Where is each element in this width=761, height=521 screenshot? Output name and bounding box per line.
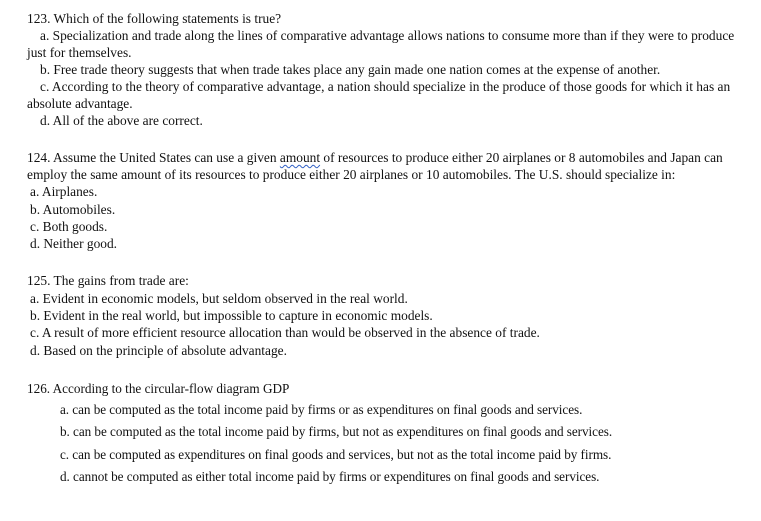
option-c: c. A result of more efficient resource allocation than would be observed in the absence of trade. (30, 325, 540, 341)
option-a: a. can be computed as the total income paid by firms or as expenditures on final goods and services. (60, 402, 583, 418)
question-text: According to the circular-flow diagram GDP (52, 381, 290, 397)
option-a: a. Evident in economic models, but seldom observed in the real world. (30, 290, 408, 306)
document-page (27, 10, 751, 488)
question-number: 123. (27, 11, 51, 26)
question-number: 126. (27, 381, 51, 397)
option-a: a. Airplanes. (30, 184, 98, 200)
question-text-after: of resources to produce either 20 airplanes or 8 automobiles and Japan can employ the same amount of its resources to produce either 20 airplanes or 10 automobiles. The U.S. should specialize in: (27, 150, 723, 183)
spacer (27, 252, 751, 272)
question-number: 124. (27, 150, 51, 165)
question-124 (27, 149, 751, 252)
question-number: 125. (27, 273, 51, 289)
option-d: d. Neither good. (30, 236, 118, 252)
option-c: c. can be computed as expenditures on final goods and services, but not as the total income paid by firms. (60, 446, 612, 462)
spacer (27, 359, 751, 380)
option-a: a. Specialization and trade along the lines of comparative advantage allows nations to consume more than if they were to produce just for themselves. (27, 28, 735, 60)
option-b: b. Free trade theory suggests that when trade takes place any gain made one nation comes at the expense of another. (40, 62, 661, 77)
option-d: d. Based on the principle of absolute advantage. (30, 342, 287, 358)
question-126 (27, 380, 751, 488)
option-d: d. All of the above are correct. (40, 113, 203, 128)
question-125 (27, 272, 751, 359)
option-b: b. can be computed as the total income paid by firms, but not as expenditures on final goods and services. (60, 424, 613, 440)
question-text-before: Assume the United States can use a given (53, 150, 280, 165)
question-stem (27, 380, 751, 397)
option-b: b. Evident in the real world, but impossible to capture in economic models. (30, 308, 433, 324)
option-c: c. According to the theory of comparative advantage, a nation should specialize in the produce of those goods for which it has an absolute advantage. (27, 79, 731, 111)
option-c: c. Both goods. (30, 218, 108, 234)
option-d: d. cannot be computed as either total income paid by firms or expenditures on final goods and services. (60, 468, 600, 484)
question-stem (27, 272, 751, 289)
question-stem (27, 10, 751, 27)
spellcheck-marked-word[interactable]: amount (279, 150, 321, 165)
question-stem (27, 149, 751, 183)
question-text: The gains from trade are: (53, 273, 189, 289)
question-text: Which of the following statements is true? (53, 11, 282, 26)
question-123 (27, 10, 751, 129)
spacer (27, 129, 751, 149)
option-b: b. Automobiles. (30, 201, 116, 217)
